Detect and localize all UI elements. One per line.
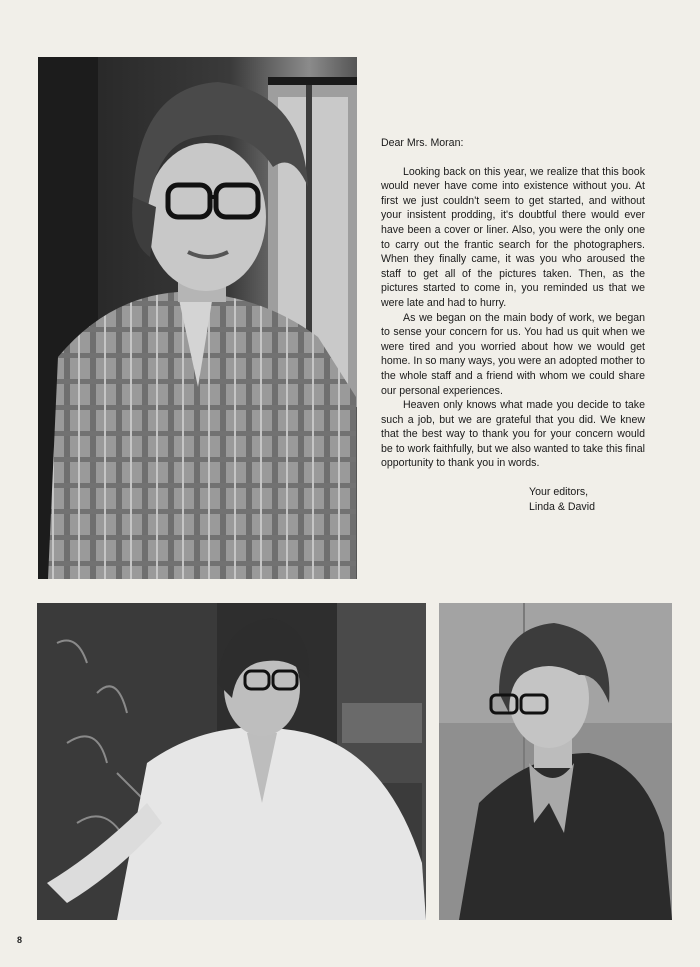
scarf-portrait-photo <box>439 603 672 920</box>
letter-closing: Your editors, <box>529 486 589 499</box>
letter-paragraph: As we began on the main body of work, we began to sense your concern for us. You had us quit when we were tired and you worried about how we would get home. In so many ways, you were an adopted mother to the whole staff and a friend with whom we could share our personal experiences. <box>381 311 645 397</box>
letter-paragraph: Heaven only knows what made you decide to take such a job, but we are grateful that you did. We knew that the best way to thank you for your concern would be to work faithfully, but we also wanted to take this final opportunity to thank you in words. <box>381 399 645 470</box>
chalkboard-photo <box>37 603 426 920</box>
letter-signature <box>381 485 645 514</box>
portrait-photo-window <box>38 57 357 579</box>
letter-paragraph: Looking back on this year, we realize that this book would never have come into existence without you. At first we just couldn't seem to get started, and without your insistent prodding, it's doubtful there would ever have been a cover or liner. Also, you were the only one to carry out the frantic search for the photographers. When they finally came, it was you who aroused the staff to get all of the pictures taken. Then, as the pictures started to come in, you reminded us that we were late and had to hurry. <box>381 165 645 309</box>
editor-letter <box>381 136 645 514</box>
page-number: 8 <box>17 935 23 945</box>
letter-salutation: Dear Mrs. Moran: <box>381 137 464 149</box>
letter-signers: Linda & David <box>529 500 595 513</box>
